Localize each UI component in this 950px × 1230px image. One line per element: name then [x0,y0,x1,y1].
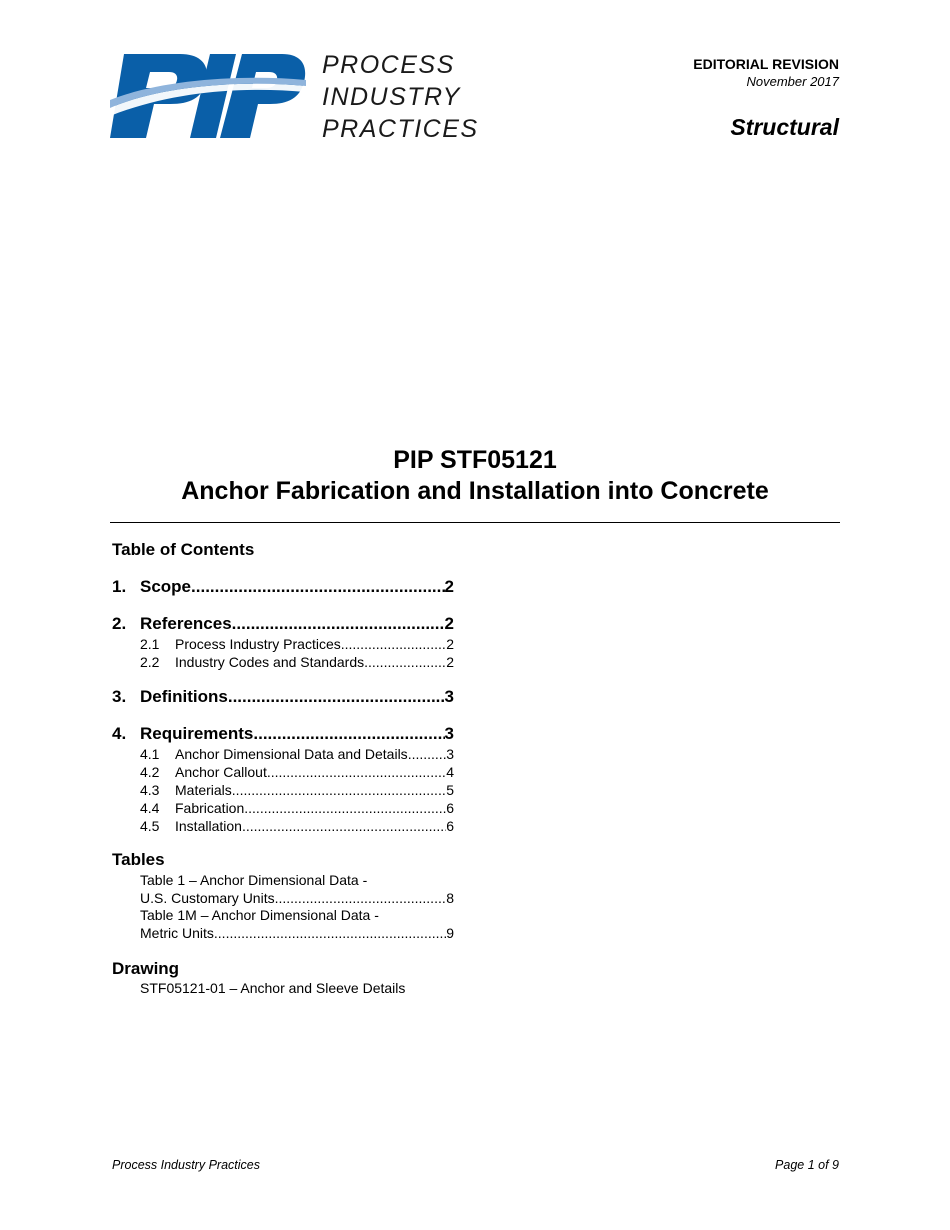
toc-subentry-number: 4.2 [140,764,160,780]
toc-subentry-page: 2 [446,636,454,652]
toc-entry-number: 2. [112,614,127,633]
toc-subentry-page: 5 [446,782,454,798]
toc-leader [267,763,446,781]
toc-entry-label: Scope [140,577,192,596]
toc-subentry-page: 4 [446,764,454,780]
toc-subentry-fabrication[interactable] [140,799,454,817]
toc-subentry-number: 4.4 [140,800,160,816]
table-entry-metric-units[interactable] [140,924,454,942]
toc-subentry-page: 2 [446,654,454,670]
table-entry-us-units[interactable] [140,889,454,907]
toc-leader [242,817,446,835]
table-entry-label: U.S. Customary Units [140,890,275,906]
toc-subentry-page: 6 [446,818,454,834]
table-entry-label: Metric Units [140,925,214,941]
table-entry-page: 8 [446,890,454,906]
toc-subentry-number: 2.1 [140,636,160,652]
toc-entry-definitions[interactable] [112,687,454,707]
toc-leader [253,724,444,744]
toc-subentry-number: 4.3 [140,782,160,798]
toc-leader [214,924,446,942]
toc-subentry-label: Fabrication [175,800,245,816]
toc-leader [191,577,445,597]
table-entry-page: 9 [446,925,454,941]
logo-text-line3: PRACTICES [322,115,479,143]
toc-subentry-page: 6 [446,800,454,816]
toc-subentry-label: Installation [175,818,242,834]
toc-subentry-page: 3 [446,746,454,762]
logo-text-line2: INDUSTRY [322,83,461,111]
toc-subentry-number: 4.5 [140,818,160,834]
document-category: Structural [730,114,839,140]
toc-entry-scope[interactable] [112,577,454,597]
toc-subentry-anchor-callout[interactable] [140,763,454,781]
table-entry-title[interactable]: Table 1M – Anchor Dimensional Data - [140,907,379,923]
toc-entry-label: References [140,614,232,633]
toc-subentry-industry-codes[interactable] [140,653,454,671]
toc-subentry-process-industry-practices[interactable] [140,635,454,653]
toc-subentry-label: Anchor Callout [175,764,267,780]
toc-entry-page: 3 [444,687,454,706]
toc-leader [364,653,446,671]
toc-heading: Table of Contents [112,540,255,559]
toc-entry-page: 2 [444,577,454,596]
drawing-heading: Drawing [112,959,180,978]
toc-subentry-dimensional-data[interactable] [140,745,454,763]
toc-entry-number: 3. [112,687,127,706]
toc-subentry-label: Process Industry Practices [175,636,341,652]
toc-entry-requirements[interactable] [112,724,454,744]
toc-subentry-label: Industry Codes and Standards [175,654,365,670]
footer-publisher: Process Industry Practices [112,1158,260,1172]
toc-leader [228,687,445,707]
revision-date: November 2017 [746,74,839,89]
toc-subentry-installation[interactable] [140,817,454,835]
toc-leader [408,745,447,763]
toc-entry-page: 2 [444,614,454,633]
toc-subentry-label: Anchor Dimensional Data and Details [175,746,408,762]
tables-heading: Tables [112,850,165,869]
document-title: Anchor Fabrication and Installation into Concrete [181,477,769,505]
toc-entry-label: Requirements [140,724,254,743]
table-entry-title[interactable]: Table 1 – Anchor Dimensional Data - [140,872,368,888]
toc-leader [232,614,445,634]
revision-label: EDITORIAL REVISION [693,56,839,72]
toc-leader [232,781,446,799]
toc-leader [275,889,447,907]
toc-entry-label: Definitions [140,687,228,706]
footer-page-number: Page 1 of 9 [775,1158,839,1172]
logo-text-line1: PROCESS [322,51,455,79]
drawing-entry[interactable]: STF05121-01 – Anchor and Sleeve Details [140,980,406,996]
toc-subentry-number: 2.2 [140,654,160,670]
toc-entry-number: 4. [112,724,127,743]
toc-entry-references[interactable] [112,614,454,634]
toc-subentry-materials[interactable] [140,781,454,799]
toc-entry-number: 1. [112,577,127,596]
document-number: PIP STF05121 [393,446,557,474]
title-divider [110,522,840,523]
toc-entry-page: 3 [444,724,454,743]
toc-leader [244,799,446,817]
toc-subentry-label: Materials [175,782,232,798]
toc-subentry-number: 4.1 [140,746,160,762]
pip-logo-icon [110,52,306,140]
toc-leader [341,635,446,653]
